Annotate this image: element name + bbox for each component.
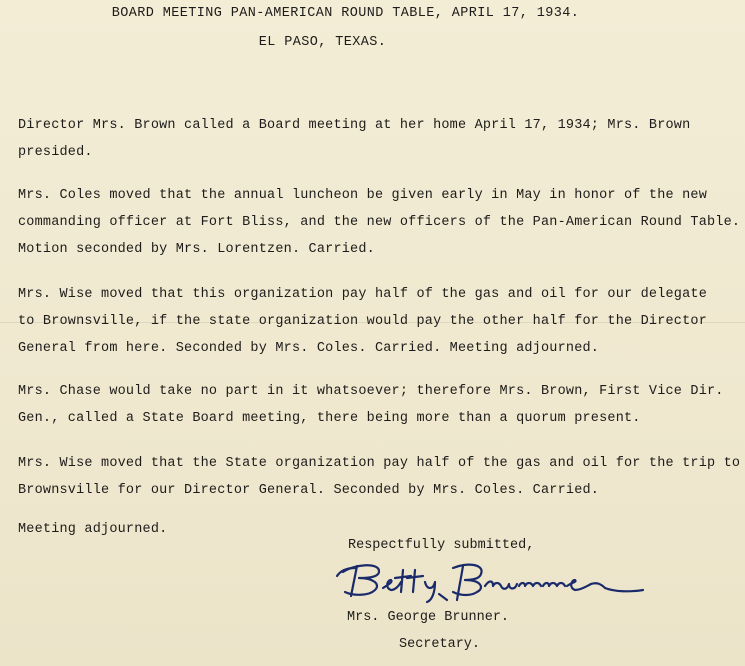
signer-title: Secretary. — [399, 637, 481, 652]
body-line: Mrs. Wise moved that this organization pay half of the gas and oil for our delegate — [18, 287, 708, 302]
handwritten-signature — [335, 556, 655, 604]
closing-salutation: Respectfully submitted, — [348, 538, 535, 553]
signer-name: Mrs. George Brunner. — [347, 610, 510, 625]
body-line: Meeting adjourned. — [18, 522, 168, 537]
document-location: EL PASO, TEXAS. — [258, 35, 387, 50]
body-line: commanding officer at Fort Bliss, and the new officers of the Pan-American Round Table. — [18, 215, 741, 230]
body-line: Brownsville for our Director General. Seconded by Mrs. Coles. Carried. — [18, 483, 600, 498]
body-line: Mrs. Chase would take no part in it whatsoever; therefore Mrs. Brown, First Vice Dir. — [18, 384, 724, 399]
body-line: General from here. Seconded by Mrs. Coles. Carried. Meeting adjourned. — [18, 341, 600, 356]
body-line: Motion seconded by Mrs. Lorentzen. Carried. — [18, 242, 375, 257]
body-line: Mrs. Coles moved that the annual luncheon be given early in May in honor of the new — [18, 188, 708, 203]
body-line: presided. — [18, 145, 93, 160]
document-title: BOARD MEETING PAN-AMERICAN ROUND TABLE, APRIL 17, 1934. — [111, 6, 580, 21]
body-line: to Brownsville, if the state organization would pay the other half for the Director — [18, 314, 708, 329]
body-line: Director Mrs. Brown called a Board meeting at her home April 17, 1934; Mrs. Brown — [18, 118, 691, 133]
body-line: Gen., called a State Board meeting, there being more than a quorum present. — [18, 411, 641, 426]
body-line: Mrs. Wise moved that the State organization pay half of the gas and oil for the trip to — [18, 456, 741, 471]
